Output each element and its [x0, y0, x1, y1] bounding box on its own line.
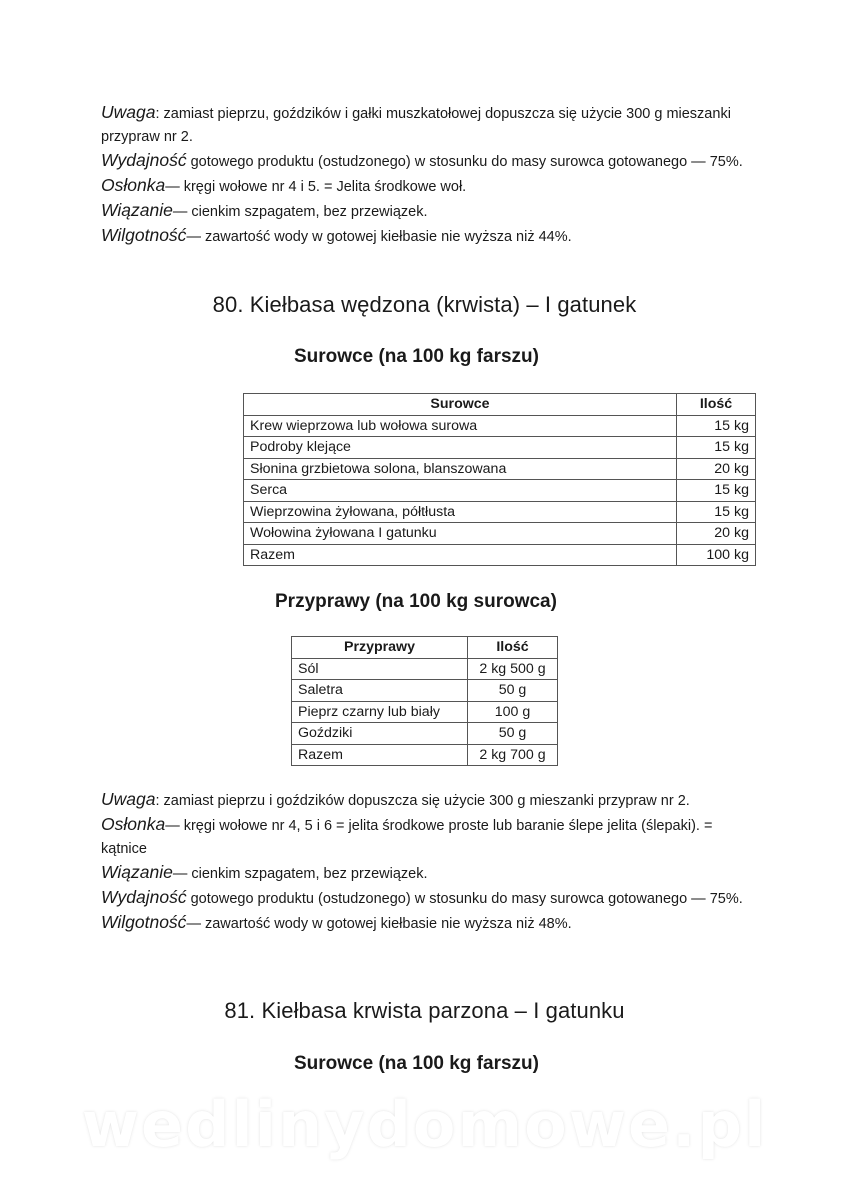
column-header-surowce: Surowce — [244, 394, 677, 416]
table-cell-qty: 20 kg — [677, 523, 756, 545]
table-row-total — [244, 544, 756, 566]
table-cell-item: Słonina grzbietowa solona, blanszowana — [244, 458, 677, 480]
column-header-ilosc: Ilość — [677, 394, 756, 416]
note-term: Wilgotność — [101, 912, 187, 932]
note-uwaga — [101, 788, 751, 813]
note-text: gotowego produktu (ostudzonego) w stosunku do masy surowca gotowanego — 75%. — [186, 154, 743, 170]
table-row-total — [292, 744, 558, 766]
table-cell-qty: 20 kg — [677, 458, 756, 480]
note-oslonka — [101, 174, 761, 199]
note-term: Osłonka — [101, 175, 166, 195]
table-cell-item: Krew wieprzowa lub wołowa surowa — [244, 415, 677, 437]
note-term: Wiązanie — [101, 200, 173, 220]
note-term: Wydajność — [101, 150, 187, 170]
table-row — [244, 415, 756, 437]
note-term: Uwaga — [101, 102, 156, 122]
note-text: : zamiast pieprzu, goździków i gałki muszkatołowej dopuszcza się użycie 300 g mieszanki przypraw nr 2. — [101, 106, 731, 145]
table-row — [244, 523, 756, 545]
note-text: — zawartość wody w gotowej kiełbasie nie wyższa niż 44%. — [186, 229, 572, 245]
note-text: : zamiast pieprzu i goździków dopuszcza się użycie 300 g mieszanki przypraw nr 2. — [155, 793, 690, 809]
section-80-surowce-heading: Surowce (na 100 kg farszu) — [294, 346, 539, 367]
table-cell-item: Saletra — [292, 680, 468, 702]
table-cell-qty: 2 kg 500 g — [468, 658, 558, 680]
section-81-title: 81. Kiełbasa krwista parzona – I gatunku — [224, 998, 625, 1023]
note-term: Wiązanie — [101, 862, 173, 882]
note-text: — kręgi wołowe nr 4 i 5. = Jelita środkowe woł. — [165, 179, 467, 195]
note-text: gotowego produktu (ostudzonego) w stosunku do masy surowca gotowanego — 75%. — [186, 891, 743, 907]
note-wilgotnosc — [101, 224, 761, 249]
section-80-title: 80. Kiełbasa wędzona (krwista) – I gatunek — [212, 292, 637, 317]
note-wilgotnosc — [101, 911, 751, 936]
note-oslonka — [101, 813, 751, 861]
note-wiazanie — [101, 199, 761, 224]
table-header-row — [244, 394, 756, 416]
note-term: Wydajność — [101, 887, 187, 907]
table-cell-item: Razem — [244, 544, 677, 566]
table-cell-item: Pieprz czarny lub biały — [292, 701, 468, 723]
note-text: — zawartość wody w gotowej kiełbasie nie wyższa niż 48%. — [186, 916, 572, 932]
table-cell-item: Podroby klejące — [244, 437, 677, 459]
section-81-surowce-heading: Surowce (na 100 kg farszu) — [294, 1053, 539, 1074]
table-cell-item: Sól — [292, 658, 468, 680]
table-row — [292, 701, 558, 723]
note-term: Osłonka — [101, 814, 166, 834]
table-cell-qty: 50 g — [468, 680, 558, 702]
table-row — [244, 458, 756, 480]
table-cell-qty: 15 kg — [677, 480, 756, 502]
note-uwaga — [101, 101, 761, 149]
note-text: — kręgi wołowe nr 4, 5 i 6 = jelita środkowe proste lub baranie ślepe jelita (ślepaki). = kątnice — [101, 818, 713, 857]
watermark-logo: wedlinydomowe.pl — [81, 1088, 768, 1161]
note-wydajnosc — [101, 886, 751, 911]
table-row — [244, 480, 756, 502]
table-header-row — [292, 637, 558, 659]
przyprawy-table — [291, 636, 558, 766]
table-row — [292, 723, 558, 745]
notes-section-80 — [101, 788, 751, 936]
table-row — [244, 437, 756, 459]
table-cell-qty: 100 g — [468, 701, 558, 723]
table-cell-item: Wołowina żyłowana I gatunku — [244, 523, 677, 545]
column-header-ilosc: Ilość — [468, 637, 558, 659]
table-cell-item: Serca — [244, 480, 677, 502]
table-row — [244, 501, 756, 523]
table-cell-item: Wieprzowina żyłowana, półtłusta — [244, 501, 677, 523]
notes-previous-recipe — [101, 101, 761, 249]
table-cell-qty: 15 kg — [677, 501, 756, 523]
section-80-przyprawy-heading: Przyprawy (na 100 kg surowca) — [275, 591, 557, 612]
table-cell-qty: 100 kg — [677, 544, 756, 566]
table-cell-qty: 15 kg — [677, 437, 756, 459]
note-wydajnosc — [101, 149, 761, 174]
table-row — [292, 658, 558, 680]
surowce-table — [243, 393, 756, 566]
table-cell-item: Goździki — [292, 723, 468, 745]
table-cell-qty: 50 g — [468, 723, 558, 745]
table-cell-qty: 15 kg — [677, 415, 756, 437]
note-text: — cienkim szpagatem, bez przewiązek. — [172, 204, 428, 220]
column-header-przyprawy: Przyprawy — [292, 637, 468, 659]
table-cell-qty: 2 kg 700 g — [468, 744, 558, 766]
table-row — [292, 680, 558, 702]
note-wiazanie — [101, 861, 751, 886]
note-term: Uwaga — [101, 789, 156, 809]
table-cell-item: Razem — [292, 744, 468, 766]
note-term: Wilgotność — [101, 225, 187, 245]
note-text: — cienkim szpagatem, bez przewiązek. — [172, 866, 428, 882]
